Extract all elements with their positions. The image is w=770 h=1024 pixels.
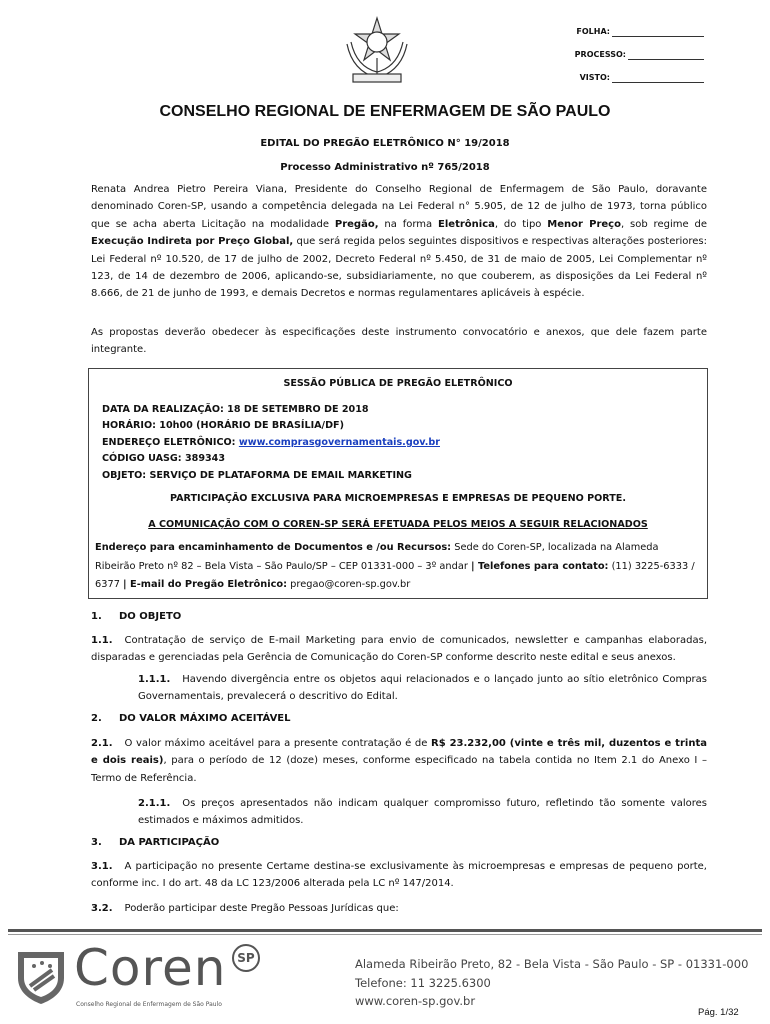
process-number: Processo Administrativo nº 765/2018 xyxy=(280,162,490,173)
session-object: OBJETO: SERVIÇO DE PLATAFORMA DE EMAIL MARKETING xyxy=(102,469,412,481)
visto-field: VISTO: xyxy=(580,73,704,83)
coat-of-arms-icon xyxy=(337,14,417,86)
contact-info: Endereço para encaminhamento de Documentos e /ou Recursos: Sede do Coren-SP, localizada na Alameda Ribeirão Preto nº 82 – Bela Vista – São Paulo/SP – CEP 01331-000 – 3º andar | Telefones para contato: (11) 3225-6333 / 6377 | E-mail do Pregão Eletrônico: pregao@coren-sp.gov.br xyxy=(95,542,695,590)
section-2-heading: 2. DO VALOR MÁXIMO ACEITÁVEL xyxy=(91,713,291,724)
footer-divider xyxy=(8,929,762,932)
footer-divider-thin xyxy=(8,934,762,935)
footer-phone: Telefone: 11 3225.6300 xyxy=(355,975,491,990)
session-address: ENDEREÇO ELETRÔNICO: www.comprasgovernamentais.gov.br xyxy=(102,436,440,448)
section-3-heading: 3. DA PARTICIPAÇÃO xyxy=(91,837,220,848)
clause-2-1-1: 2.1.1. Os preços apresentados não indicam qualquer compromisso futuro, refletindo tão somente valores estimados e máximos admitidos. xyxy=(138,798,707,827)
clause-3-1: 3.1. A participação no presente Certame destina-se exclusivamente às microempresas e empresas de pequeno porte, conforme inc. I do art. 48 da LC 123/2006 alterada pela LC nº 147/2014. xyxy=(91,861,707,890)
clause-2-1: 2.1. O valor máximo aceitável para a presente contratação é de R$ 23.232,00 (vinte e três mil, duzentos e trinta e dois reais), para o período de 12 (doze) meses, conforme especificado na tabela contida no Item 2.1 do Anexo I – Termo de Referência. xyxy=(91,738,707,784)
clause-3-2: 3.2. Poderão participar deste Pregão Pessoas Jurídicas que: xyxy=(91,903,399,914)
coren-sp-badge: SP xyxy=(232,944,260,972)
coren-emblem-icon xyxy=(10,944,72,1006)
session-time: HORÁRIO: 10h00 (HORÁRIO DE BRASÍLIA/DF) xyxy=(102,420,344,432)
proposals-paragraph: As propostas deverão obedecer às especificações deste instrumento convocatório e anexos, que dele fazem parte integrante. xyxy=(91,327,707,356)
page-number: Pág. 1/32 xyxy=(698,1007,739,1018)
coren-tagline: Conselho Regional de Enfermagem de São Paulo xyxy=(76,1001,222,1008)
session-info-box xyxy=(88,368,708,599)
intro-paragraph: Renata Andrea Pietro Pereira Viana, Presidente do Conselho Regional de Enfermagem de São Paulo, doravante denominado Coren-SP, usando a competência delegada na Lei Federal n° 5.905, de 12 de julho de 1973, torna público que se acha aberta Licitação na modalidade Pregão, na forma Eletrônica, do tipo Menor Preço, sob regime de Execução Indireta por Preço Global, que será regida pelos seguintes dispositivos e respectivas alterações posteriores: Lei Federal nº 10.520, de 17 de julho de 2002, Decreto Federal nº 5.450, de 31 de maio de 2005, Lei Complementar nº 123, de 14 de dezembro de 2006, aplicando-se, subsidiariamente, no que couberem, as disposições da Lei Federal nº 8.666, de 21 de junho de 1993, e demais Decretos e normas regulamentares aplicáveis à espécie. xyxy=(91,184,707,300)
session-details xyxy=(102,402,440,484)
session-uasg: CÓDIGO UASG: 389343 xyxy=(102,453,226,465)
footer-site: www.coren-sp.gov.br xyxy=(355,994,476,1008)
section-1-heading: 1. DO OBJETO xyxy=(91,611,182,622)
session-title: SESSÃO PÚBLICA DE PREGÃO ELETRÔNICO xyxy=(283,378,513,389)
clause-1-1-1: 1.1.1. Havendo divergência entre os objetos aqui relacionados e o lançado junto ao sítio eletrônico Compras Governamentais, prevalecerá o descritivo do Edital. xyxy=(138,674,707,703)
communication-heading: A COMUNICAÇÃO COM O COREN-SP SERÁ EFETUADA PELOS MEIOS A SEGUIR RELACIONADOS xyxy=(148,519,648,530)
coren-logo-text: Coren xyxy=(74,939,227,997)
footer-address: Alameda Ribeirão Preto, 82 - Bela Vista - São Paulo - SP - 01331-000 xyxy=(355,957,749,971)
compras-link[interactable]: www.comprasgovernamentais.gov.br xyxy=(238,436,440,448)
edital-title: EDITAL DO PREGÃO ELETRÔNICO N° 19/2018 xyxy=(260,138,510,149)
folha-field: FOLHA: xyxy=(576,27,704,37)
council-title: CONSELHO REGIONAL DE ENFERMAGEM DE SÃO PAULO xyxy=(159,103,611,120)
exclusive-participation: PARTICIPAÇÃO EXCLUSIVA PARA MICROEMPRESAS E EMPRESAS DE PEQUENO PORTE. xyxy=(169,493,626,504)
clause-1-1: 1.1. Contratação de serviço de E-mail Marketing para envio de comunicados, newsletter e campanhas elaboradas, disparadas e gerenciadas pela Gerência de Comunicação do Coren-SP conforme descrito neste edital e seus anexos. xyxy=(91,635,707,664)
footer-address-block xyxy=(355,955,748,1011)
processo-field: PROCESSO: xyxy=(575,50,704,60)
session-date: DATA DA REALIZAÇÃO: 18 DE SETEMBRO DE 2018 xyxy=(102,404,369,415)
